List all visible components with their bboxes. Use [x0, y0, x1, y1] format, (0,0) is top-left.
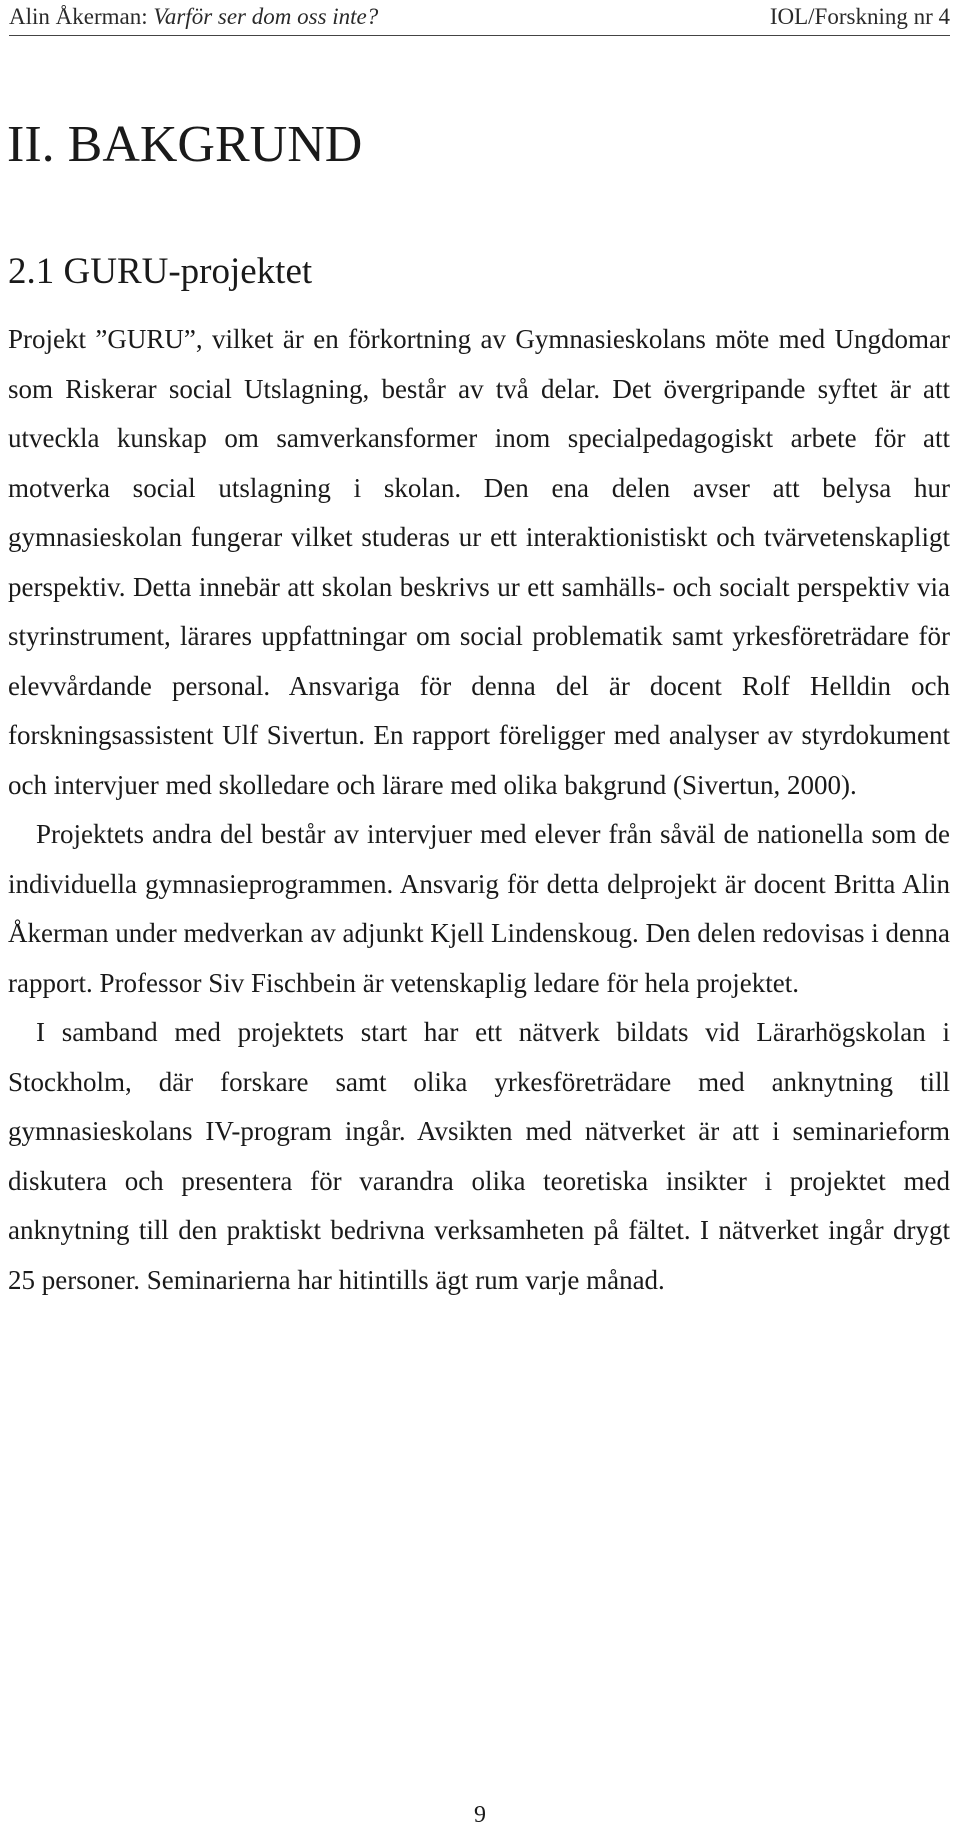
header-rule	[9, 35, 950, 36]
page-number: 9	[474, 1802, 486, 1828]
paragraph-2: Projektets andra del består av intervjuer med elever från såväl de nationella som de individuella gymnasieprogrammen. Ansvarig för detta delprojekt är docent Britta Alin Åkerman under medverkan av adjunkt Kjell Lindenskoug. Den delen redovisas i denna rapport. Professor Siv Fischbein är vetenskaplig ledare för hela projektet.	[8, 819, 950, 998]
running-header	[9, 2, 950, 32]
paragraph-1: Projekt ”GURU”, vilket är en förkortning av Gymnasieskolans möte med Ungdomar som Riskerar social Utslagning, består av två delar. Det övergripande syftet är att utveckla kunskap om samverkansformer inom specialpedagogiskt arbete för att motverka social utslagning i skolan. Den ena delen avser att belysa hur gymnasieskolan fungerar vilket studeras ur ett interaktionistiskt och tvärvetenskapligt perspektiv. Detta innebär att skolan beskrivs ur ett samhälls- och socialt perspektiv via styrinstrument, lärares uppfattningar om social problematik samt yrkesföreträdare för elevvårdande personal. Ansvariga för denna del är docent Rolf Helldin och forskningsassistent Ulf Sivertun. En rapport föreligger med analyser av styrdokument och intervjuer med skolledare och lärare med olika bakgrund (Sivertun, 2000).	[8, 324, 950, 800]
header-series: IOL/Forskning nr 4	[769, 4, 950, 29]
header-citation	[9, 2, 378, 32]
header-author: Alin Åkerman:	[9, 4, 148, 29]
chapter-title: II. BAKGRUND	[7, 116, 363, 173]
body-text	[8, 315, 950, 1305]
section-title: 2.1 GURU-projektet	[8, 251, 313, 292]
header-report-title: Varför ser dom oss inte?	[153, 4, 379, 29]
paragraph-3: I samband med projektets start har ett nätverk bildats vid Lärarhögskolan i Stockholm, där forskare samt olika yrkesföreträdare med anknytning till gymnasieskolans IV-program ingår. Avsikten med nätverket är att i seminarieform diskutera och presentera för varandra olika teoretiska insikter i projektet med anknytning till den praktiskt bedrivna verksamheten på fältet. I nätverket ingår drygt 25 personer. Seminarierna har hitintills ägt rum varje månad.	[8, 1017, 950, 1295]
